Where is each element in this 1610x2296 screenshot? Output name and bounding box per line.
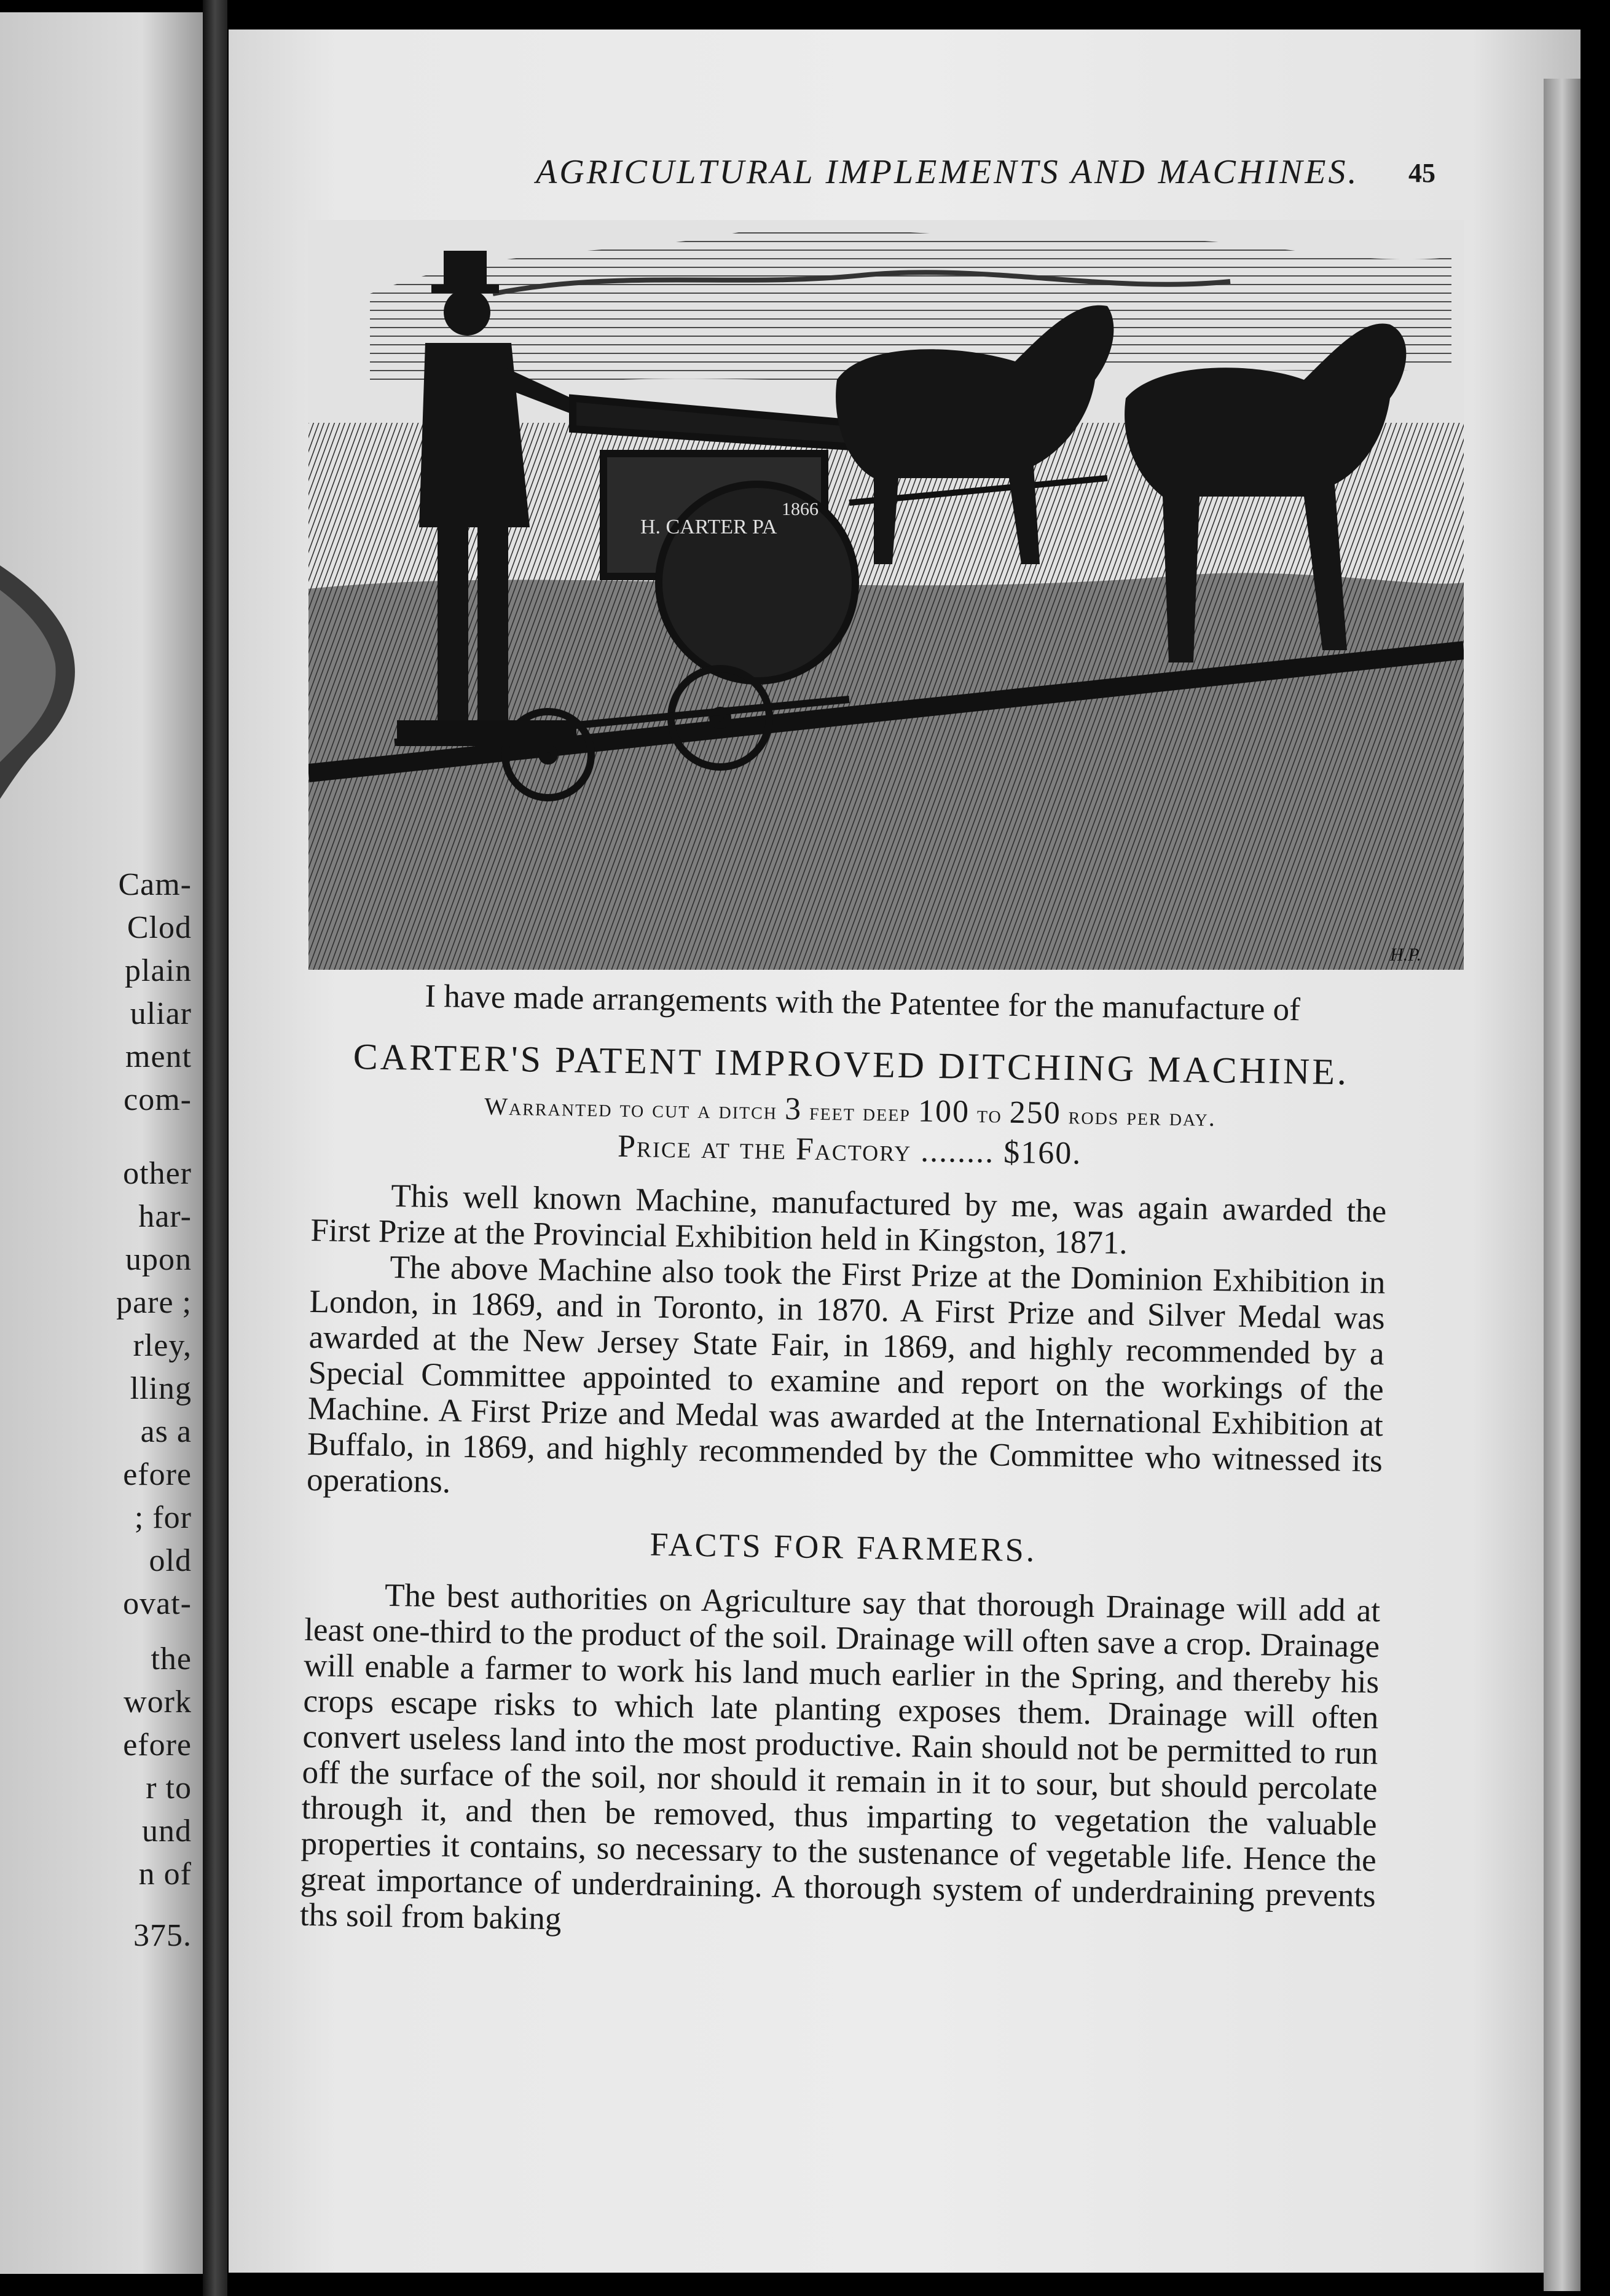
warranty-rate: rods per day. [1068, 1101, 1217, 1132]
award-paragraph-2: The above Machine also took the First Prize at the Dominion Exhibition in London, in 1869, and in Toronto, in 1870. A First Prize and Silver Medal was awarded at the New Jersey State Fair, in 1869, and highly recommended by a Special Committee appointed to examine and report on the workings of the Machine. A First Prize and Medal was awarded at the International Exhibition at Buffalo, in 1869, and highly recommended by the Committee who witnessed its operations. [306, 1249, 1386, 1500]
left-page-fragment: upon [125, 1242, 192, 1277]
warranty-depth: 3 [784, 1091, 803, 1127]
award-paragraph-1: This well known Machine, manufactured by me, was again awarded the First Prize at the Provincial Exhibition held in Kingston, 1871. [310, 1178, 1387, 1261]
left-page-fragment: other [123, 1156, 192, 1191]
left-page-fragment: uliar [130, 996, 192, 1031]
left-page-fragment: plain [125, 953, 192, 988]
left-page-fragment: ment [125, 1039, 192, 1074]
page-number: 45 [1408, 158, 1435, 188]
drainage-paragraph: The best authorities on Agriculture say that thorough Drainage will add at least one-third to the product of the soil. Drainage will often save a crop. Drainage will enable a farmer to work his land much earlier in the Spring, and thereby his crops escape risks to which late planting exposes them. Drainage will often convert useless land into the most productive. Rain should not be permitted to run off the surface of the soil, nor should it remain in it to sour, but should percolate through it, and then be removed, thus imparting to vegetation the valuable properties it contains, so necessary to the sustenance of vegetable life. Hence the great importance of underdraining. A thorough system of underdraining prevents ths soil from baking [299, 1577, 1381, 1937]
left-page-fragment: rley, [133, 1328, 192, 1363]
left-page-fragment: efore [123, 1728, 192, 1763]
left-page-fragment: old [149, 1543, 192, 1578]
product-title: CARTER'S PATENT IMPROVED DITCHING MACHINE. [353, 1036, 1349, 1093]
price-label: Price at the Factory ........ [617, 1128, 995, 1170]
left-page-fragment: Cam- [118, 867, 192, 902]
warranty-unit: feet deep [809, 1097, 911, 1127]
left-page-fragment: work [124, 1685, 192, 1720]
warranty-min: 100 [917, 1093, 970, 1130]
ditching-machine-illustration [308, 220, 1464, 970]
warranty-to: to [976, 1099, 1003, 1128]
left-page-ornament [0, 565, 86, 799]
left-page [0, 12, 203, 2274]
left-page-fragment: n of [138, 1857, 192, 1892]
left-page-fragment: pare ; [116, 1285, 192, 1320]
left-page-fragment: r to [146, 1771, 192, 1806]
machine-label: H. CARTER PA [640, 516, 777, 538]
page-edge [1544, 79, 1581, 2291]
section-heading: FACTS FOR FARMERS. [650, 1525, 1037, 1569]
left-page-fragment: efore [123, 1457, 192, 1492]
intro-paragraph: I have made arrangements with the Patentee for the manufacture of [425, 978, 1301, 1028]
warranty-text: Warranted to cut a ditch [484, 1092, 778, 1125]
left-page-fragment: har- [138, 1199, 192, 1234]
left-page-fragment: Clod [127, 910, 192, 945]
engraver-mark: H.P. [1390, 945, 1422, 965]
right-page [229, 29, 1581, 2273]
running-head: AGRICULTURAL IMPLEMENTS AND MACHINES. [536, 153, 1359, 191]
left-page-fragment: the [151, 1641, 192, 1677]
warranty-max: 250 [1009, 1095, 1062, 1131]
left-page-fragment: und [142, 1814, 192, 1849]
left-page-fragment: ; for [134, 1500, 192, 1535]
price-value: $160. [1003, 1134, 1082, 1171]
left-page-fragment: 375. [133, 1918, 192, 1953]
article-text [300, 976, 1390, 1949]
left-page-fragment: lling [130, 1371, 192, 1406]
left-page-fragment: as a [140, 1414, 192, 1449]
book-gutter [203, 0, 227, 2296]
machine-year: 1866 [782, 499, 819, 519]
left-page-fragment: com- [124, 1082, 192, 1117]
left-page-fragment: ovat- [123, 1586, 192, 1621]
